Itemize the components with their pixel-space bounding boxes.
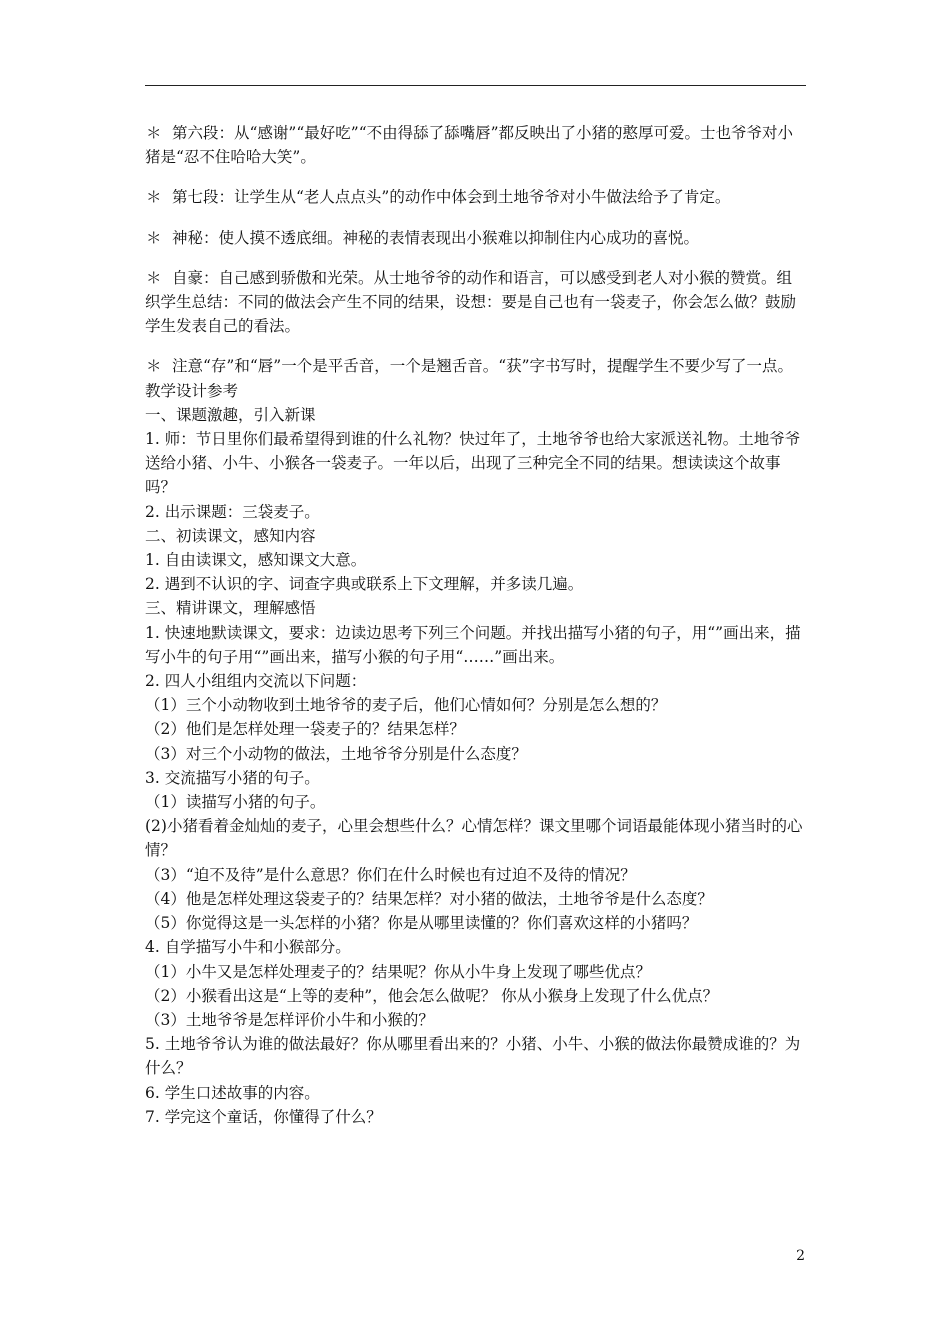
body-line: 7. 学完这个童话，你懂得了什么？: [145, 1107, 382, 1126]
body-line: （2）小猴看出这是“上等的麦种”，他会怎么做呢？ 你从小猴身上发现了什么优点？: [145, 986, 719, 1005]
section-heading: 一、课题激趣，引入新课: [145, 405, 316, 424]
body-line: 3. 交流描写小猪的句子。: [145, 768, 320, 787]
section-title: 教学设计参考: [145, 381, 239, 400]
body-line: （1）读描写小猪的句子。: [145, 793, 326, 812]
body-line: （3）“迫不及待”是什么意思？你们在什么时候也有过迫不及待的情况？: [145, 865, 636, 884]
body-line: 4. 自学描写小牛和小猴部分。: [145, 938, 351, 957]
note-text: 第七段：让学生从“老人点点头”的动作中体会到土地爷爷对小牛做法给予了肯定。: [172, 188, 731, 207]
body-line: 2. 遇到不认识的字、词查字典或联系上下文理解，并多读几遍。: [145, 575, 584, 594]
body-line: （4）他是怎样处理这袋麦子的？结果怎样？对小猪的做法，土地爷爷是什么态度？: [145, 889, 713, 908]
star-bullet-icon: ＊: [146, 228, 162, 247]
body-line: 5. 土地爷爷认为谁的做法最好？你从哪里看出来的？小猪、小牛、小猴的做法你最赞成谁的？为什么？: [145, 1035, 801, 1078]
note-paragraph: [145, 266, 807, 339]
document-body: [145, 121, 807, 1129]
note-paragraph: [145, 121, 807, 169]
section-heading: 二、初读课文，感知内容: [145, 526, 316, 545]
body-line: （5）你觉得这是一头怎样的小猪？你是从哪里读懂的？你们喜欢这样的小猪吗？: [145, 914, 698, 933]
body-line: 1. 快速地默读课文，要求：边读边思考下列三个问题。并找出描写小猪的句子，用“”画出来，描写小牛的句子用“”画出来，描写小猴的句子用“……”画出来。: [145, 623, 801, 666]
body-line: 2. 四人小组组内交流以下问题：: [145, 672, 367, 691]
header-rule: [145, 85, 806, 86]
body-line: （3）土地爷爷是怎样评价小牛和小猴的？: [145, 1010, 434, 1029]
body-line: (2)小猪看着金灿灿的麦子，心里会想些什么？心情怎样？课文里哪个词语最能体现小猪当时的心情？: [145, 817, 803, 860]
section-heading: 三、精讲课文，理解感悟: [145, 599, 316, 618]
body-line: （3）对三个小动物的做法，土地爷爷分别是什么态度？: [145, 744, 527, 763]
page-number: 2: [796, 1248, 805, 1264]
body-line: （1）三个小动物收到土地爷爷的麦子后，他们心情如何？分别是怎么想的？: [145, 696, 667, 715]
body-line: 6. 学生口述故事的内容。: [145, 1083, 320, 1102]
body-line: 1. 师：节日里你们最希望得到谁的什么礼物？快过年了，土地爷爷也给大家派送礼物。土地爷爷送给小猪、小牛、小猴各一袋麦子。一年以后，出现了三种完全不同的结果。想读读这个故事吗？: [145, 430, 801, 497]
note-paragraph: [145, 354, 807, 378]
star-bullet-icon: ＊: [146, 124, 162, 142]
note-text: 神秘：使人摸不透底细。神秘的表情表现出小猴难以抑制住内心成功的喜悦。: [172, 228, 700, 247]
note-paragraph: [145, 185, 807, 209]
star-bullet-icon: ＊: [146, 268, 162, 287]
body-line: （1）小牛又是怎样处理麦子的？结果呢？你从小牛身上发现了哪些优点？: [145, 962, 651, 981]
body-line: 2. 出示课题：三袋麦子。: [145, 502, 320, 521]
star-bullet-icon: ＊: [146, 357, 162, 376]
star-bullet-icon: ＊: [146, 188, 162, 207]
body-line: （2）他们是怎样处理一袋麦子的？结果怎样？: [145, 720, 465, 739]
body-line: 1. 自由读课文，感知课文大意。: [145, 551, 367, 570]
note-text: 第六段：从“感谢”“最好吃”“不由得舔了舔嘴唇”都反映出了小猪的憨厚可爱。士也爷爷对小猪是“忍不住哈哈大笑”。: [145, 124, 794, 167]
note-text: 注意“存”和“唇”一个是平舌音，一个是翘舌音。“获”字书写时，提醒学生不要少写了一点。: [172, 357, 794, 376]
note-paragraph: [145, 226, 807, 250]
note-text: 自豪：自己感到骄傲和光荣。从士地爷爷的动作和语言，可以感受到老人对小猴的赞赏。组织学生总结：不同的做法会产生不同的结果，设想：要是自己也有一袋麦子，你会怎么做？鼓励学生发表自己的看法。: [145, 268, 797, 336]
